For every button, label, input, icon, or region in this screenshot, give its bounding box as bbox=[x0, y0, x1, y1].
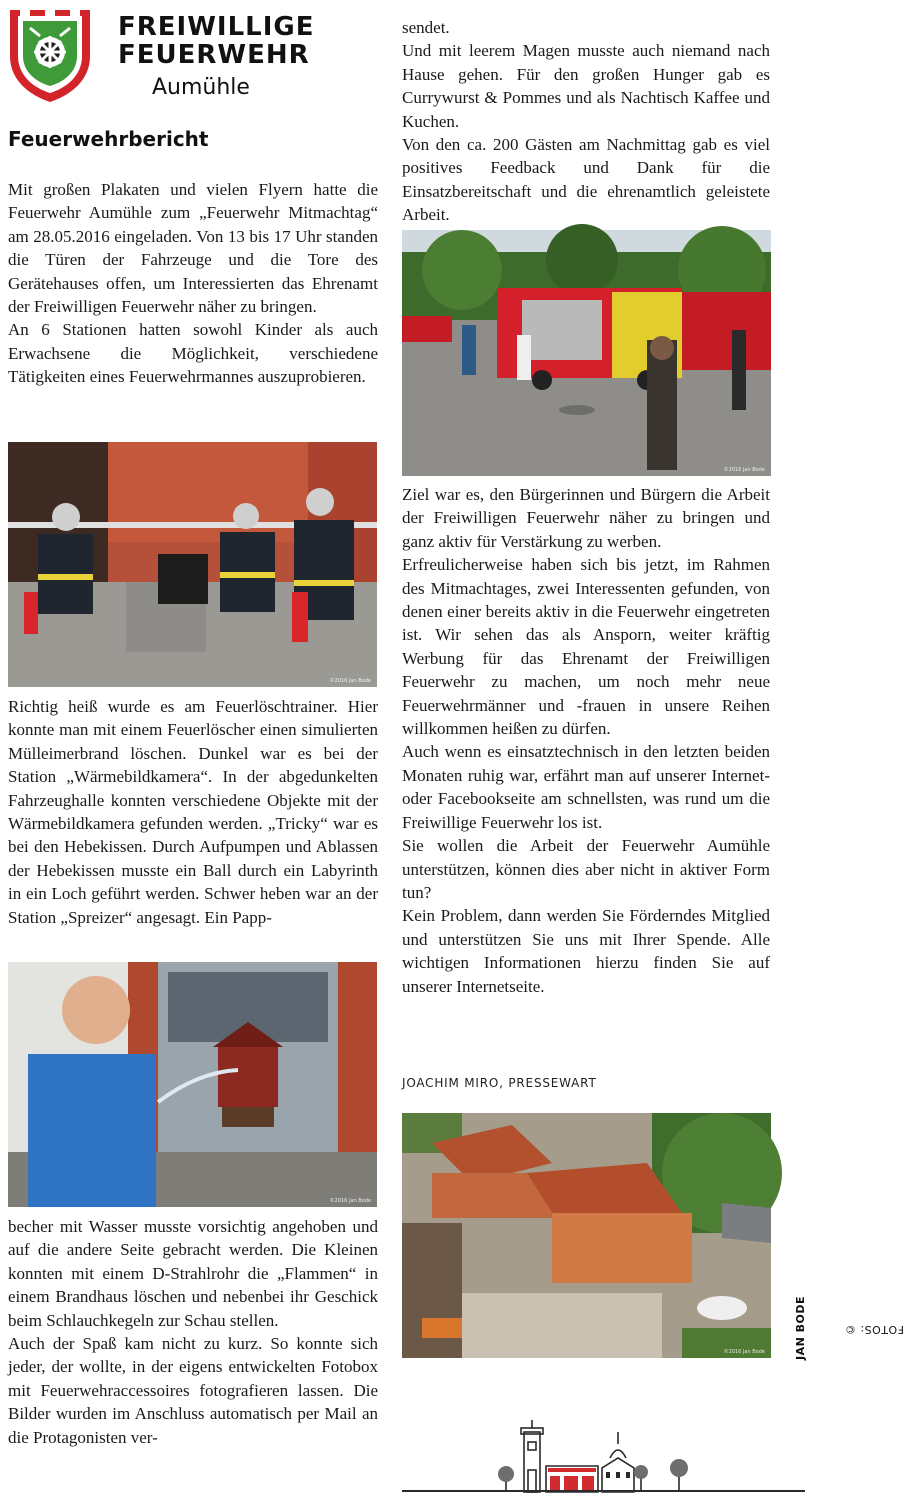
paragraph: Richtig heiß wurde es am Feuerlöschtrainer. Hier konnte man mit einem Feuerlöscher einen simulierten Mülleimerbrand löschen. Dunkel war es bei der Station „Wärmebildkamera“. In der abgedunkelten Fahrzeughalle konnten verschiedene Objekte mit der Wärmebildkamera gefunden werden. „Tricky“ war es bei den Hebekissen. Durch Aufpumpen und Ablassen der Hebekissen musste ein Ball durch ein Labyrinth in ein Loch geführt werden. Schwer heben war an der Station „Spreizer“ angesagt. Ein Papp- bbox=[8, 697, 378, 927]
left-text-block-1 bbox=[8, 178, 378, 389]
village-skyline-icon bbox=[488, 1420, 698, 1496]
paragraph: Sie wollen die Arbeit der Feuerwehr Aumühle unterstützen, können dies aber nicht in aktiver Form tun? bbox=[402, 836, 770, 902]
paragraph: Auch der Spaß kam nicht zu kurz. So konnte sich jeder, der wollte, in der eigens entwickelten Fotobox mit Feuerwehraccessoires fotografieren lassen. Die Bilder wurden im Anschluss automatisch per Mail an die Protagonisten ver- bbox=[8, 1334, 378, 1447]
left-text-block-2 bbox=[8, 695, 378, 929]
photo-credit-text: FOTOS: © JAN BODE bbox=[794, 1295, 904, 1360]
paragraph: Von den ca. 200 Gästen am Nachmittag gab es viel positives Feedback und Dank für die Einsatzbereitschaft und die ehrenamtlich geleistete Arbeit. bbox=[402, 135, 770, 225]
paragraph: Und mit leerem Magen musste auch niemand nach Hause gehen. Für den großen Hunger gab es Currywurst & Pommes und als Nachtisch Kaffee und Kuchen. bbox=[402, 41, 770, 131]
footer-rule bbox=[402, 1490, 805, 1492]
org-location: Aumühle bbox=[152, 75, 250, 100]
paragraph: An 6 Stationen hatten sowohl Kinder als auch Erwachsene die Möglichkeit, verschiedene Tätigkeiten eines Feuerwehrmannes auszuprobieren. bbox=[8, 320, 378, 387]
photo-credit-watermark: ©2016 Jan Bode bbox=[329, 678, 371, 684]
photo-fire-trucks bbox=[402, 230, 771, 476]
org-name-line2: FEUERWEHR bbox=[118, 40, 310, 70]
photo-credit-vertical bbox=[770, 1250, 904, 1360]
photo-credit-watermark: ©2016 Jan Bode bbox=[723, 467, 765, 473]
paragraph: Ziel war es, den Bürgerinnen und Bürgern die Arbeit der Freiwilligen Feuerwehr näher zu bringen und ganz aktiv für Verstärkung zu werben. bbox=[402, 485, 770, 551]
photographer-name: JAN BODE bbox=[794, 1295, 807, 1360]
photo-credit-watermark: ©2016 Jan Bode bbox=[329, 1198, 371, 1204]
right-text-block-2 bbox=[402, 483, 770, 998]
paragraph: Erfreulicherweise haben sich bis jetzt, im Rahmen des Mitmachtages, zwei Interessenten gefunden, von denen einer bereits aktiv in die Feuerwehr eingetreten ist. Wir sehen das als Ansporn, weiter kräftig Werbung für das Ehrenamt der Freiwilligen Feuerwehr zu machen, um noch mehr neue Feuerwehrmänner und -frauen in unsere Reihen willkommen heißen zu dürfen. bbox=[402, 555, 770, 739]
left-text-block-3 bbox=[8, 1215, 378, 1449]
article-author: JOACHIM MIRO, PRESSEWART bbox=[402, 1076, 597, 1090]
paragraph: Kein Problem, dann werden Sie Förderndes Mitglied und unterstützen Sie uns mit Ihrer Spende. Alle wichtigen Informationen hierzu finden Sie auf unserer Internetseite. bbox=[402, 906, 770, 996]
article-title: Feuerwehrbericht bbox=[8, 127, 209, 151]
photo-extinguisher-trainer bbox=[8, 442, 377, 687]
paragraph: becher mit Wasser musste vorsichtig angehoben und auf die andere Seite gebracht werden. Die Kleinen konnten mit einem D-Strahlrohr die „Flammen“ in einem Brandhaus löschen und nebenbei ihr Geschick beim Schlauchkegeln zur Schau stellen. bbox=[8, 1217, 378, 1330]
photo-child-firehouse bbox=[8, 962, 377, 1207]
org-name-line1: FREIWILLIGE bbox=[118, 12, 315, 42]
photo-aerial-view bbox=[402, 1113, 771, 1358]
paragraph: Mit großen Plakaten und vielen Flyern hatte die Feuerwehr Aumühle zum „Feuerwehr Mitmachtag“ am 28.05.2016 eingeladen. Von 13 bis 17 Uhr standen die Türen der Fahrzeuge und die Tore des Gerätehauses offen, um Interessierten das Ehrenamt der Freiwilligen Feuerwehr näher zu bringen. bbox=[8, 180, 378, 317]
photo-credit-watermark: ©2016 Jan Bode bbox=[723, 1349, 765, 1355]
fire-brigade-shield-icon bbox=[6, 6, 94, 104]
masthead bbox=[6, 6, 396, 106]
right-text-block-1 bbox=[402, 16, 770, 227]
paragraph: sendet. bbox=[402, 18, 450, 37]
paragraph: Auch wenn es einsatztechnisch in den letzten beiden Monaten ruhig war, erfährt man auf unserer Internet- oder Facebookseite am schnellsten, was rund um die Freiwillige Feuerwehr los ist. bbox=[402, 742, 770, 832]
